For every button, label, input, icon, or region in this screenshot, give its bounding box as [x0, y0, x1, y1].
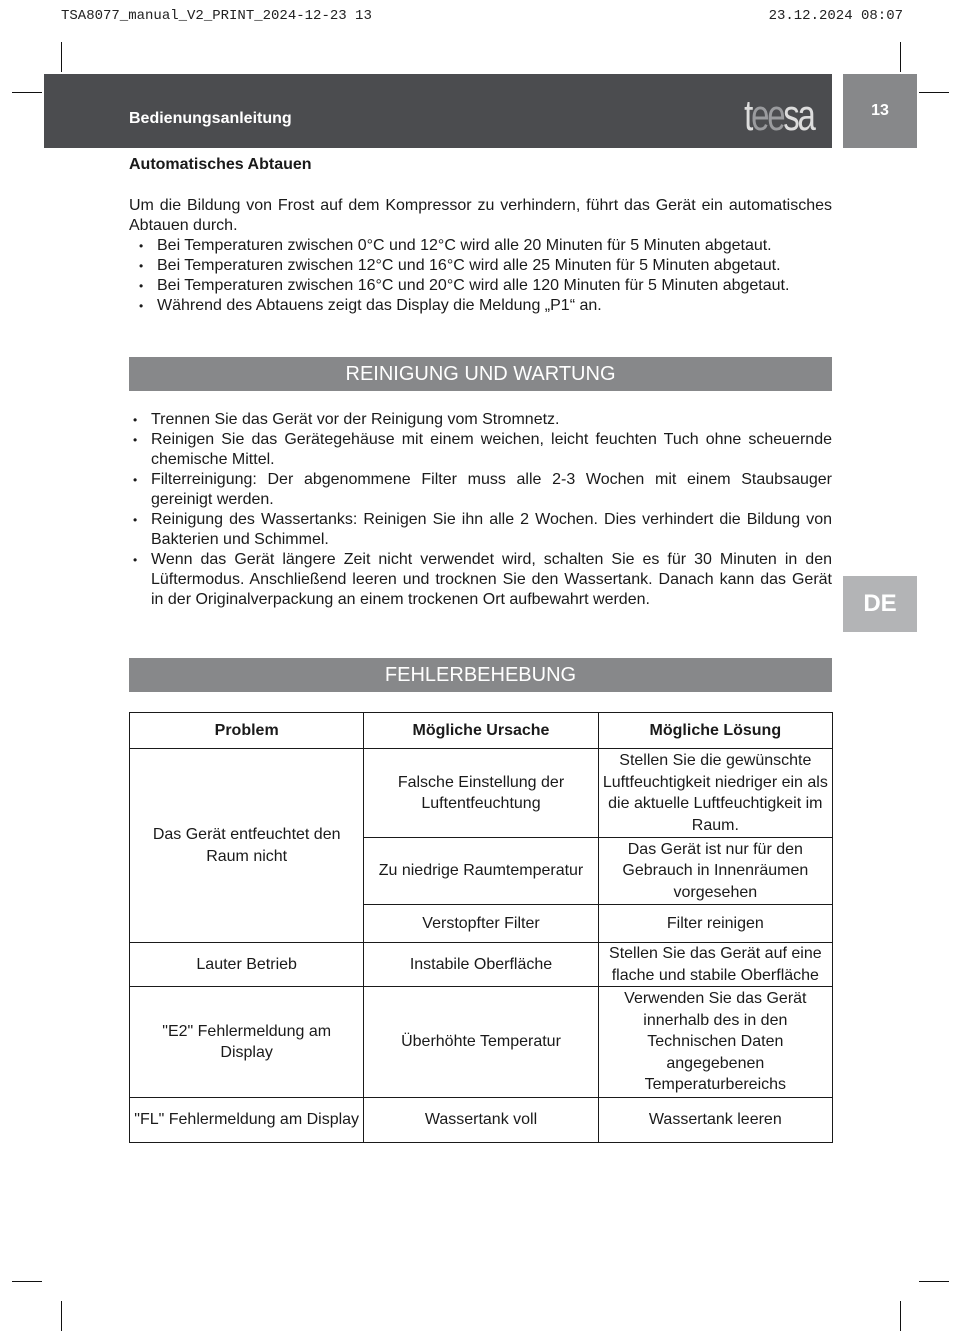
table-row: [130, 1098, 833, 1143]
solution-cell: Stellen Sie das Gerät auf eine flache und stabile Oberfläche: [598, 943, 832, 987]
defrost-heading: Automatisches Abtauen: [129, 156, 312, 173]
table-row: [130, 987, 833, 1098]
crop-mark: [900, 42, 901, 72]
cause-cell: Überhöhte Temperatur: [364, 987, 598, 1098]
defrost-intro: Um die Bildung von Frost auf dem Kompressor zu verhindern, führt das Gerät ein automatisches Abtauen durch.: [129, 197, 832, 234]
troubleshooting-heading: FEHLERBEHEBUNG: [129, 658, 832, 692]
problem-cell: "E2" Fehlermeldung am Display: [130, 987, 364, 1098]
list-item: • Bei Temperaturen zwischen 12°C und 16°C wird alle 25 Minuten für 5 Minuten abgetaut.: [129, 256, 832, 276]
teesa-logo: teesa: [744, 91, 814, 140]
crop-mark: [919, 1281, 949, 1282]
page-header: [44, 74, 832, 148]
problem-cell: Lauter Betrieb: [130, 943, 364, 987]
list-item: • Bei Temperaturen zwischen 16°C und 20°C wird alle 120 Minuten für 5 Minuten abgetaut.: [129, 276, 832, 296]
list-item: • Bei Temperaturen zwischen 0°C und 12°C wird alle 20 Minuten für 5 Minuten abgetaut.: [129, 236, 832, 256]
column-header: Mögliche Lösung: [598, 713, 832, 749]
list-item: • Reinigen Sie das Gerätegehäuse mit einem weichen, leicht feuchten Tuch ohne scheuernde chemische Mittel.: [129, 430, 832, 470]
list-item: • Wenn das Gerät längere Zeit nicht verwendet wird, schalten Sie es für 30 Minuten in den Lüftermodus. Anschließend leeren und trocknen Sie den Wassertank. Danach kann das Gerät in der Originalverpackung an einem trockenen Ort aufbewahrt werden.: [129, 550, 832, 610]
crop-mark: [61, 42, 62, 72]
troubleshooting-table: [129, 712, 833, 1143]
print-file-label: TSA8077_manual_V2_PRINT_2024-12-23 13: [61, 8, 372, 24]
page-number: 13: [843, 74, 917, 148]
crop-mark: [919, 92, 949, 93]
table-header-row: [130, 713, 833, 749]
problem-cell: Das Gerät entfeuchtet den Raum nicht: [130, 749, 364, 943]
solution-cell: Verwenden Sie das Gerät innerhalb des in den Technischen Daten angegebenen Temperaturbereichs: [598, 987, 832, 1098]
list-item: • Reinigung des Wassertanks: Reinigen Sie ihn alle 2 Wochen. Dies verhindert die Bildung von Bakterien und Schimmel.: [129, 510, 832, 550]
crop-mark: [12, 92, 42, 93]
solution-cell: Filter reinigen: [598, 905, 832, 943]
solution-cell: Stellen Sie die gewünschte Luftfeuchtigkeit niedriger ein als die aktuelle Luftfeuchtigkeit im Raum.: [598, 749, 832, 838]
language-tab: DE: [843, 576, 917, 632]
crop-mark: [61, 1301, 62, 1331]
cause-cell: Instabile Oberfläche: [364, 943, 598, 987]
solution-cell: Wassertank leeren: [598, 1098, 832, 1143]
list-item: • Während des Abtauens zeigt das Display die Meldung „P1“ an.: [129, 296, 832, 316]
header-title: Bedienungsanleitung: [129, 110, 292, 127]
crop-mark: [12, 1281, 42, 1282]
cause-cell: Zu niedrige Raumtemperatur: [364, 838, 598, 905]
print-datetime: 23.12.2024 08:07: [768, 8, 903, 24]
column-header: Mögliche Ursache: [364, 713, 598, 749]
cleaning-section: [129, 410, 832, 610]
table-row: [130, 749, 833, 838]
cause-cell: Falsche Einstellung der Luftentfeuchtung: [364, 749, 598, 838]
cause-cell: Wassertank voll: [364, 1098, 598, 1143]
table-row: [130, 943, 833, 987]
list-item: • Trennen Sie das Gerät vor der Reinigung vom Stromnetz.: [129, 410, 832, 430]
cause-cell: Verstopfter Filter: [364, 905, 598, 943]
defrost-section: [129, 196, 832, 316]
problem-cell: "FL" Fehlermeldung am Display: [130, 1098, 364, 1143]
solution-cell: Das Gerät ist nur für den Gebrauch in Innenräumen vorgesehen: [598, 838, 832, 905]
cleaning-heading: REINIGUNG UND WARTUNG: [129, 357, 832, 391]
crop-mark: [900, 1301, 901, 1331]
list-item: • Filterreinigung: Der abgenommene Filter muss alle 2-3 Wochen mit einem Staubsauger gereinigt werden.: [129, 470, 832, 510]
column-header: Problem: [130, 713, 364, 749]
